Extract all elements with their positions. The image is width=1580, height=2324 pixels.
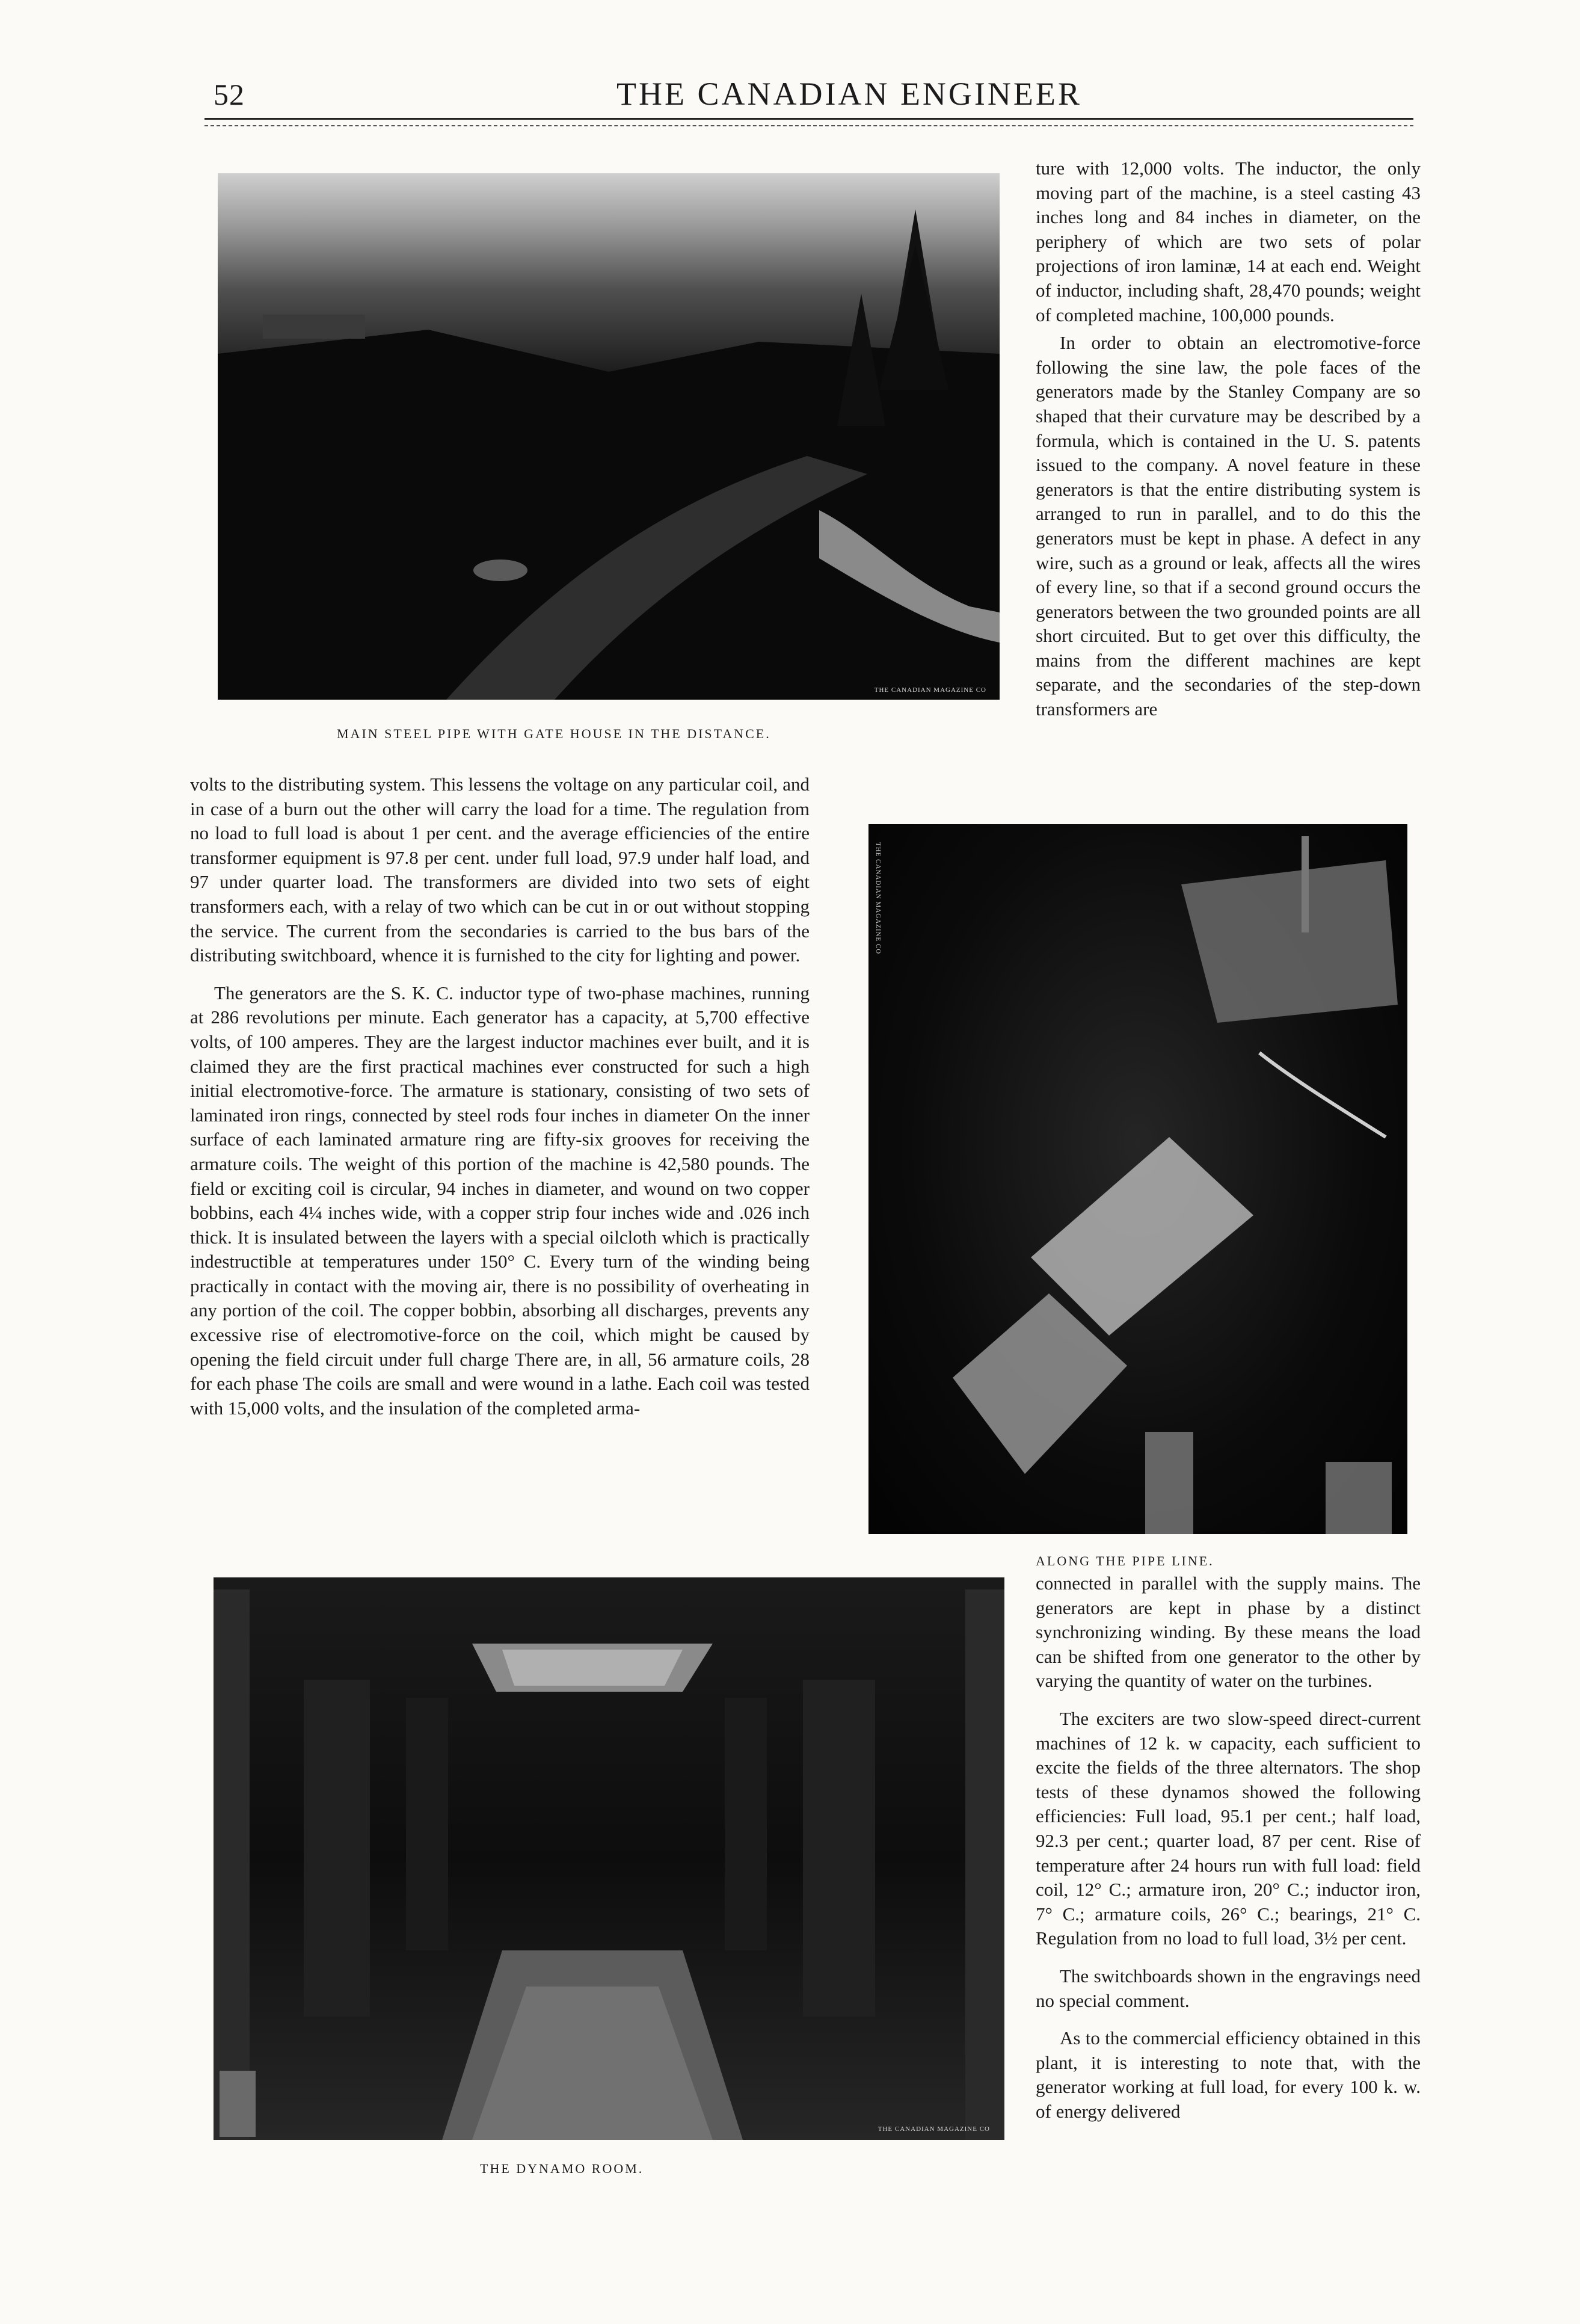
paragraph: The switchboards shown in the engravings need no special comment.	[1036, 1965, 1421, 2011]
paragraph: ture with 12,000 volts. The inductor, the only moving part of the machine, is a steel casting 43 inches long and 84 inches in diameter, on the periphery of which are two sets of polar projections of iron laminæ, 14 at each end. Weight of inductor, including shaft, 28,470 pounds; weight of completed machine, 100,000 pounds.	[1036, 158, 1421, 325]
header-rule	[204, 118, 1413, 120]
paragraph: In order to obtain an electromotive-force following the sine law, the pole faces of the generators made by the Stanley Company are so shaped that their curvature may be described by a formula, which is contained in the U. S. patents issued to the company. A novel feature in these generators is that the entire distributing system is arranged to run in parallel, and to do this the generators must be kept in phase. A defect in any wire, such as a ground or leak, affects all the wires of every line, so that if a second ground occurs the generators between the two grounded points are all short circuited. But to get over this difficulty, the mains from the different machines are kept separate, and the secondaries of the step-down transformers are	[1036, 332, 1421, 720]
photo-credit: THE CANADIAN MAGAZINE CO	[878, 2125, 990, 2133]
photo-credit: THE CANADIAN MAGAZINE CO	[875, 842, 882, 955]
dynamo-room-illustration	[214, 1577, 1004, 2140]
text-column-right-bottom	[1036, 1571, 1421, 2124]
paragraph: The exciters are two slow-speed direct-current machines of 12 k. w capacity, each sufficient to excite the fields of the three alternators. The shop tests of these dynamos showed the following efficiencies: Full load, 95.1 per cent.; half load, 92.3 per cent.; quarter load, 87 per cent. Rise of temperature after 24 hours run with full load: field coil, 12° C.; armature iron, 20° C.; inductor iron, 7° C.; armature coils, 26° C.; bearings, 21° C. Regulation from no load to full load, 3½ per cent.	[1036, 1707, 1421, 1949]
photo-credit: THE CANADIAN MAGAZINE CO	[874, 686, 986, 694]
photo-pipe-line	[868, 824, 1407, 1534]
pipe-line-illustration	[868, 824, 1407, 1534]
caption-dynamo-room: THE DYNAMO ROOM.	[480, 2161, 644, 2176]
page-number: 52	[214, 78, 245, 111]
photo-dynamo-room	[214, 1577, 1004, 2140]
journal-title: THE CANADIAN ENGINEER	[616, 76, 1082, 112]
paragraph: The generators are the S. K. C. inductor type of two-phase machines, running at 286 revolutions per minute. Each generator has a capacity, at 5,700 effective volts, of 100 amperes. They are the largest inductor machines ever built, and it is claimed they are the first practical machines ever constructed for such a high initial electromotive-force. The armature is stationary, consisting of two sets of laminated iron rings, connected by steel rods four inches in diameter On the inner surface of each laminated armature ring are fifty-six grooves for receiving the armature coils. The weight of this portion of the machine is 42,580 pounds. The field or exciting coil is circular, 94 inches in diameter, and wound on two copper bobbins, each 4¼ inches wide, with a copper strip four inches wide and .026 inch thick. It is insulated between the layers with a special oilcloth which is practically indestructible at temperatures under 150° C. Every turn of the winding being practically in contact with the moving air, there is no possibility of overheating in any portion of the coil. The copper bobbin, absorbing all discharges, prevents any excessive rise of electromotive-force on the coil, which might be caused by opening the field circuit under full charge There are, in all, 56 armature coils, 28 for each phase The coils are small and were wound in a lathe. Each coil was tested with 15,000 volts, and the insulation of the completed arma-	[190, 982, 810, 1419]
pipe-scene-illustration	[218, 173, 1000, 700]
paragraph: As to the commercial efficiency obtained in this plant, it is interesting to note that, with the generator working at full load, for every 100 k. w. of energy delivered	[1036, 2027, 1421, 2122]
header-rule-dashed	[204, 125, 1413, 126]
text-column-left	[190, 772, 810, 1420]
caption-pipe-line: ALONG THE PIPE LINE.	[1036, 1553, 1214, 1568]
caption-main-steel-pipe: MAIN STEEL PIPE WITH GATE HOUSE IN THE DISTANCE.	[337, 726, 771, 741]
photo-main-steel-pipe	[218, 173, 1000, 700]
paragraph: connected in parallel with the supply mains. The generators are kept in phase by a distinct synchronizing winding. By these means the load can be shifted from one generator to the other by varying the quantity of water on the turbines.	[1036, 1573, 1421, 1692]
paragraph: volts to the distributing system. This lessens the voltage on any particular coil, and in case of a burn out the other will carry the load for a time. The regulation from no load to full load is about 1 per cent. and the average efficiencies of the entire transformer equipment is 97.8 per cent. under full load, 97.9 under half load, and 97 under quarter load. The transformers are divided into two sets of eight transformers each, with a relay of two which can be cut in or out without stopping the service. The current from the secondaries is carried to the bus bars of the distributing switchboard, whence it is furnished to the city for lighting and power.	[190, 774, 810, 966]
text-column-right-top	[1036, 156, 1421, 722]
